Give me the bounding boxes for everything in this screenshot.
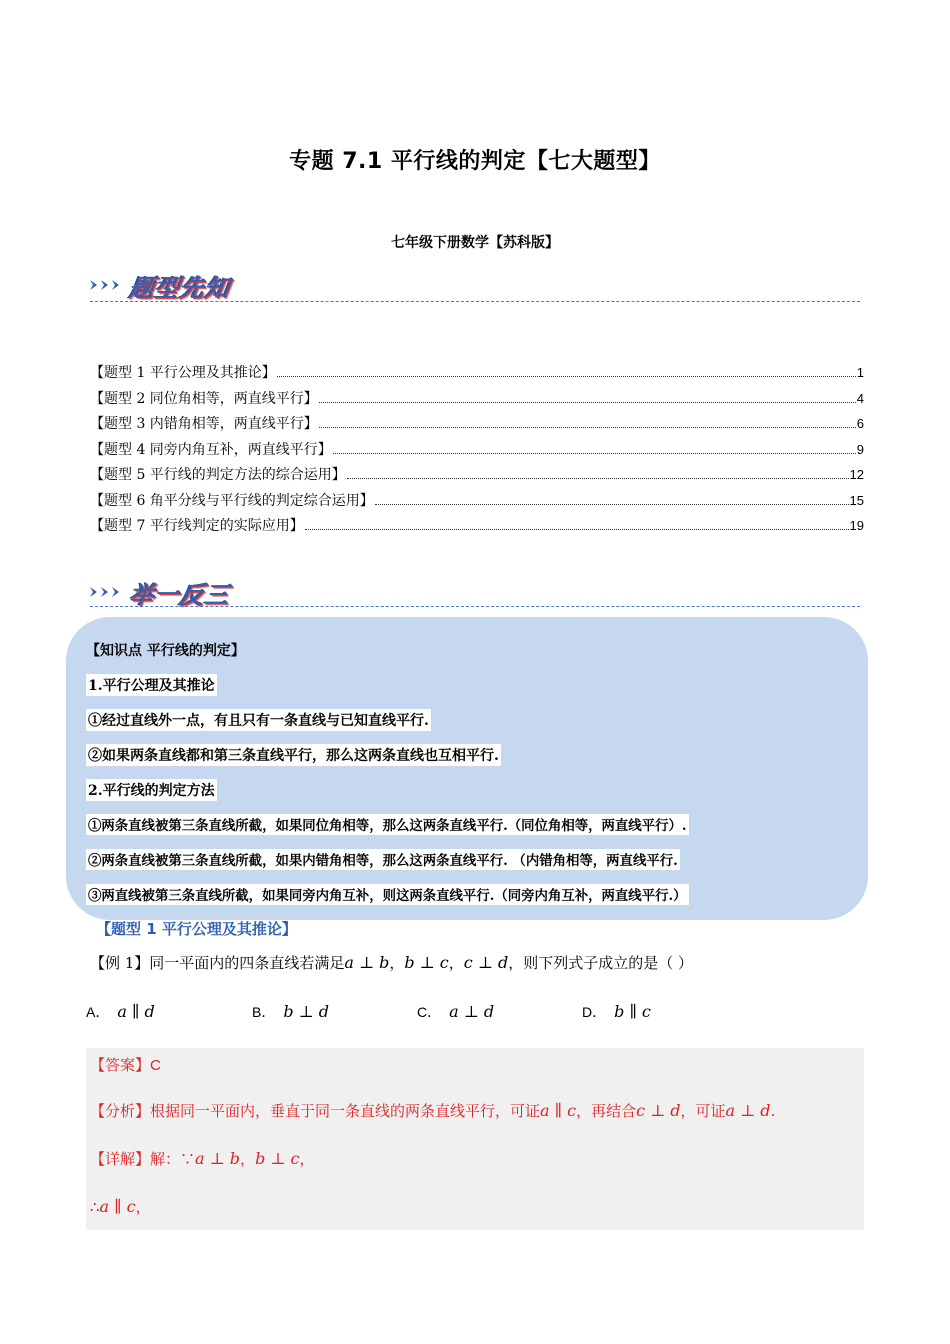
answer-line: 【答案】C [90,1056,161,1074]
banner-practice [90,575,230,609]
divider [90,301,860,302]
banner-title: 举一反三 [127,580,232,609]
banner-title: 题型先知 [127,273,232,302]
knowledge-line: ①经过直线外一点，有且只有一条直线与已知直线平行. [86,709,431,731]
toc-item[interactable]: 【题型 7 平行线判定的实际应用】 19 [90,518,864,534]
toc-item[interactable]: 【题型 1 平行公理及其推论】 1 [90,365,864,381]
answer-value: C [150,1057,161,1074]
divider [90,606,860,607]
banner-question-types [90,268,230,302]
table-of-contents [90,362,864,541]
knowledge-line: 1.平行公理及其推论 [86,674,217,696]
toc-item[interactable]: 【题型 5 平行线的判定方法的综合运用】 12 [90,467,864,483]
option-d[interactable]: D． b ∥ c [582,1002,651,1021]
option-b[interactable]: B． b ⊥ d [252,1002,330,1021]
knowledge-line: ②两条直线被第三条直线所截，如果内错角相等，那么这两条直线平行. （内错角相等，两直线平行. [86,849,680,870]
option-a[interactable]: A． a ∥ d [86,1002,155,1021]
page-title: 专题 7.1 平行线的判定【七大题型】 [289,149,661,174]
knowledge-line: ①两条直线被第三条直线所截，如果同位角相等，那么这两条直线平行.（同位角相等，两直线平行）. [86,814,689,835]
conclusion-line: ∴a ∥ c， [90,1197,151,1216]
knowledge-title: 【知识点 平行线的判定】 [86,642,245,659]
triple-arrow-icon [90,277,128,293]
knowledge-line: ③两直线被第三条直线所截，如果同旁内角互补，则这两条直线平行.（同旁内角互补，两直线平行.） [86,884,689,905]
knowledge-content [86,632,856,912]
math-expr: b ⊥ c [404,953,449,972]
analysis-line: 【分析】根据同一平面内，垂直于同一条直线的两条直线平行，可证a ∥ c，再结合c ⊥ d，可证a ⊥ d. [90,1101,776,1120]
example-question: 【例 1】同一平面内的四条直线若满足a ⊥ b，b ⊥ c，c ⊥ d，则下列式子成立的是（ ） [90,953,693,972]
toc-item[interactable]: 【题型 2 同位角相等，两直线平行】 4 [90,390,864,407]
knowledge-line: 2.平行线的判定方法 [86,779,217,801]
answer-panel [86,1048,864,1230]
toc-item[interactable]: 【题型 6 角平分线与平行线的判定综合运用】 15 [90,492,864,509]
section-heading: 【题型 1 平行公理及其推论】 [96,920,297,938]
toc-item[interactable]: 【题型 3 内错角相等，两直线平行】 6 [90,416,864,432]
triple-arrow-icon [90,584,128,600]
toc-item[interactable]: 【题型 4 同旁内角互补，两直线平行】 9 [90,441,864,458]
page-subtitle: 七年级下册数学【苏科版】 [391,235,559,251]
knowledge-line: ②如果两条直线都和第三条直线平行，那么这两条直线也互相平行. [86,744,501,766]
math-expr: c ⊥ d [463,953,509,972]
detail-line: 【详解】解：∵a ⊥ b，b ⊥ c， [90,1149,315,1168]
option-c[interactable]: C． a ⊥ d [417,1002,495,1021]
math-expr: a ⊥ b [344,953,390,972]
answer-options [86,1002,846,1028]
